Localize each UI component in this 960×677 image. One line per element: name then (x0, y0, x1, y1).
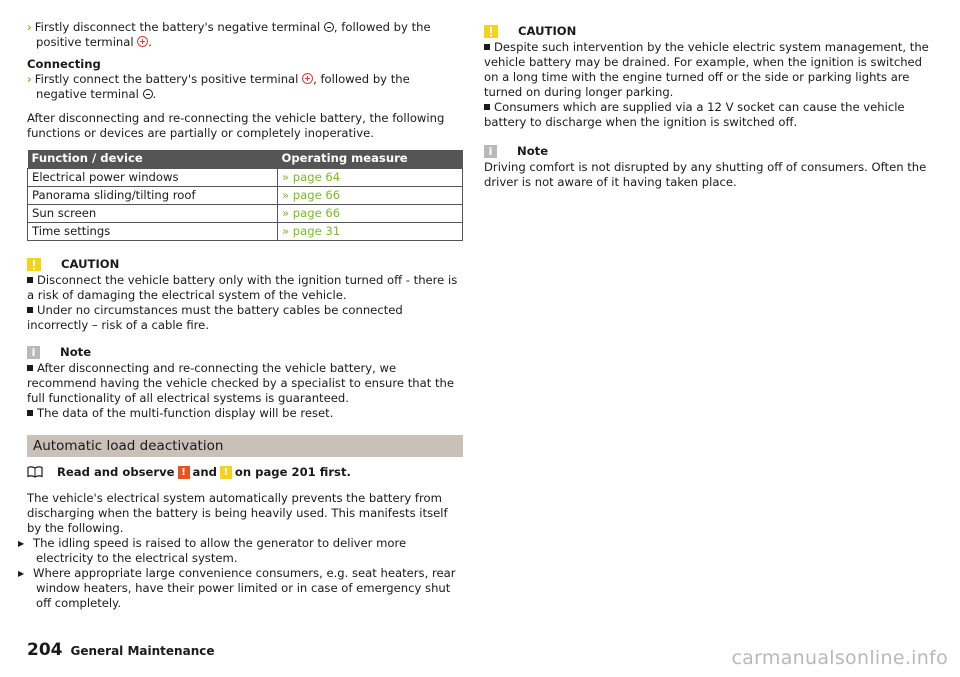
table-cell-function: Time settings (28, 222, 278, 240)
section-title: Automatic load deactivation (33, 437, 224, 454)
square-bullet-icon (27, 277, 33, 283)
square-bullet-icon (27, 410, 33, 416)
footer-title: General Maintenance (70, 644, 215, 658)
section-title-bar (27, 435, 463, 457)
note-text: Driving comfort is not disrupted by any shutting off of consumers. Often the driver is not aware of it having taken place. (484, 160, 927, 189)
square-bullet-icon (27, 307, 33, 313)
note-box (27, 345, 463, 421)
connect-step: › Firstly connect the battery's positive terminal , followed by the negative terminal . (27, 72, 410, 101)
square-bullet-icon (484, 44, 490, 50)
caution-box (27, 257, 463, 333)
function-table (27, 150, 463, 241)
table-header-measure: Operating measure (278, 150, 463, 168)
table-row (28, 186, 463, 204)
table-row (28, 204, 463, 222)
warning-reference-icon: ! (178, 466, 190, 479)
caution-box (484, 24, 934, 130)
note-header (484, 144, 934, 159)
caution-item: Despite such intervention by the vehicle electric system management, the vehicle battery may be drained. For example, when the ignition is switched on a long time with the engine turned off or the side or parking lights are turned on during longer parking. (484, 40, 929, 99)
table-row (28, 168, 463, 186)
step-arrow-icon: › (27, 72, 32, 86)
positive-terminal-icon (137, 36, 148, 47)
caution-reference-icon: ! (220, 466, 232, 479)
page-link[interactable]: » page 31 (278, 222, 463, 240)
left-column (18, 20, 463, 611)
watermark: carmanualsonline.info (731, 647, 948, 669)
note-title: Note (517, 144, 549, 158)
note-item: After disconnecting and re-connecting the vehicle battery, we recommend having the vehicle checked by a specialist to ensure that the full functionality of all electrical systems is guaranteed. (27, 360, 454, 405)
info-icon: i (484, 145, 497, 158)
caution-item: Under no circumstances must the battery cables be connected incorrectly – risk of a cable fire. (27, 302, 403, 332)
table-header-function: Function / device (28, 150, 278, 168)
caution-title: CAUTION (518, 24, 577, 38)
caution-title: CAUTION (61, 256, 120, 271)
page-link[interactable]: » page 66 (278, 204, 463, 222)
section-paragraph: The vehicle's electrical system automatically prevents the battery from discharging when the battery is being heavily used. This manifests itself by the following. (27, 490, 448, 535)
negative-terminal-icon (143, 89, 153, 99)
caution-item: Consumers which are supplied via a 12 V socket can cause the vehicle battery to discharge when the ignition is switched off. (484, 100, 905, 129)
caution-header (27, 257, 463, 272)
note-item: The data of the multi-function display will be reset. (27, 406, 463, 421)
bullet-item: ▶ The idling speed is raised to allow the generator to deliver more electricity to the electrical system. (18, 535, 407, 565)
bullet-item: ▶ Where appropriate large convenience consumers, e.g. seat heaters, rear window heaters, have their power limited or in case of emergency shut off completely. (18, 565, 456, 610)
note-title: Note (60, 344, 92, 359)
table-cell-function: Sun screen (28, 204, 278, 222)
page-footer (27, 640, 215, 660)
page-link[interactable]: » page 64 (278, 168, 463, 186)
table-header-row (28, 150, 463, 168)
table-cell-function: Electrical power windows (28, 168, 278, 186)
connecting-heading: Connecting (27, 57, 101, 71)
intro-paragraph: After disconnecting and re-connecting the vehicle battery, the following functions or devices are partially or completely inoperative. (27, 111, 445, 140)
page-number: 204 (27, 640, 63, 660)
caution-item: Disconnect the vehicle battery only with the ignition turned off - there is a risk of damaging the electrical system of the vehicle. (27, 272, 458, 302)
table-cell-function: Panorama sliding/tilting roof (28, 186, 278, 204)
note-header (27, 345, 463, 360)
page-link[interactable]: » page 66 (278, 186, 463, 204)
caution-icon (27, 258, 41, 271)
disconnect-step: › Firstly disconnect the battery's negative terminal , followed by the positive terminal . (27, 20, 431, 49)
book-icon (27, 466, 43, 478)
read-and-observe-line: Read and observe ! and ! on page 201 first. (27, 465, 463, 480)
info-icon: i (27, 346, 40, 359)
negative-terminal-icon (324, 22, 334, 32)
square-bullet-icon (484, 104, 490, 110)
square-bullet-icon (27, 365, 33, 371)
right-column (484, 20, 934, 190)
caution-header (484, 24, 934, 39)
positive-terminal-icon (302, 73, 313, 84)
caution-icon (484, 25, 498, 38)
step-arrow-icon: › (27, 20, 32, 34)
table-row (28, 222, 463, 240)
note-box (484, 144, 934, 190)
